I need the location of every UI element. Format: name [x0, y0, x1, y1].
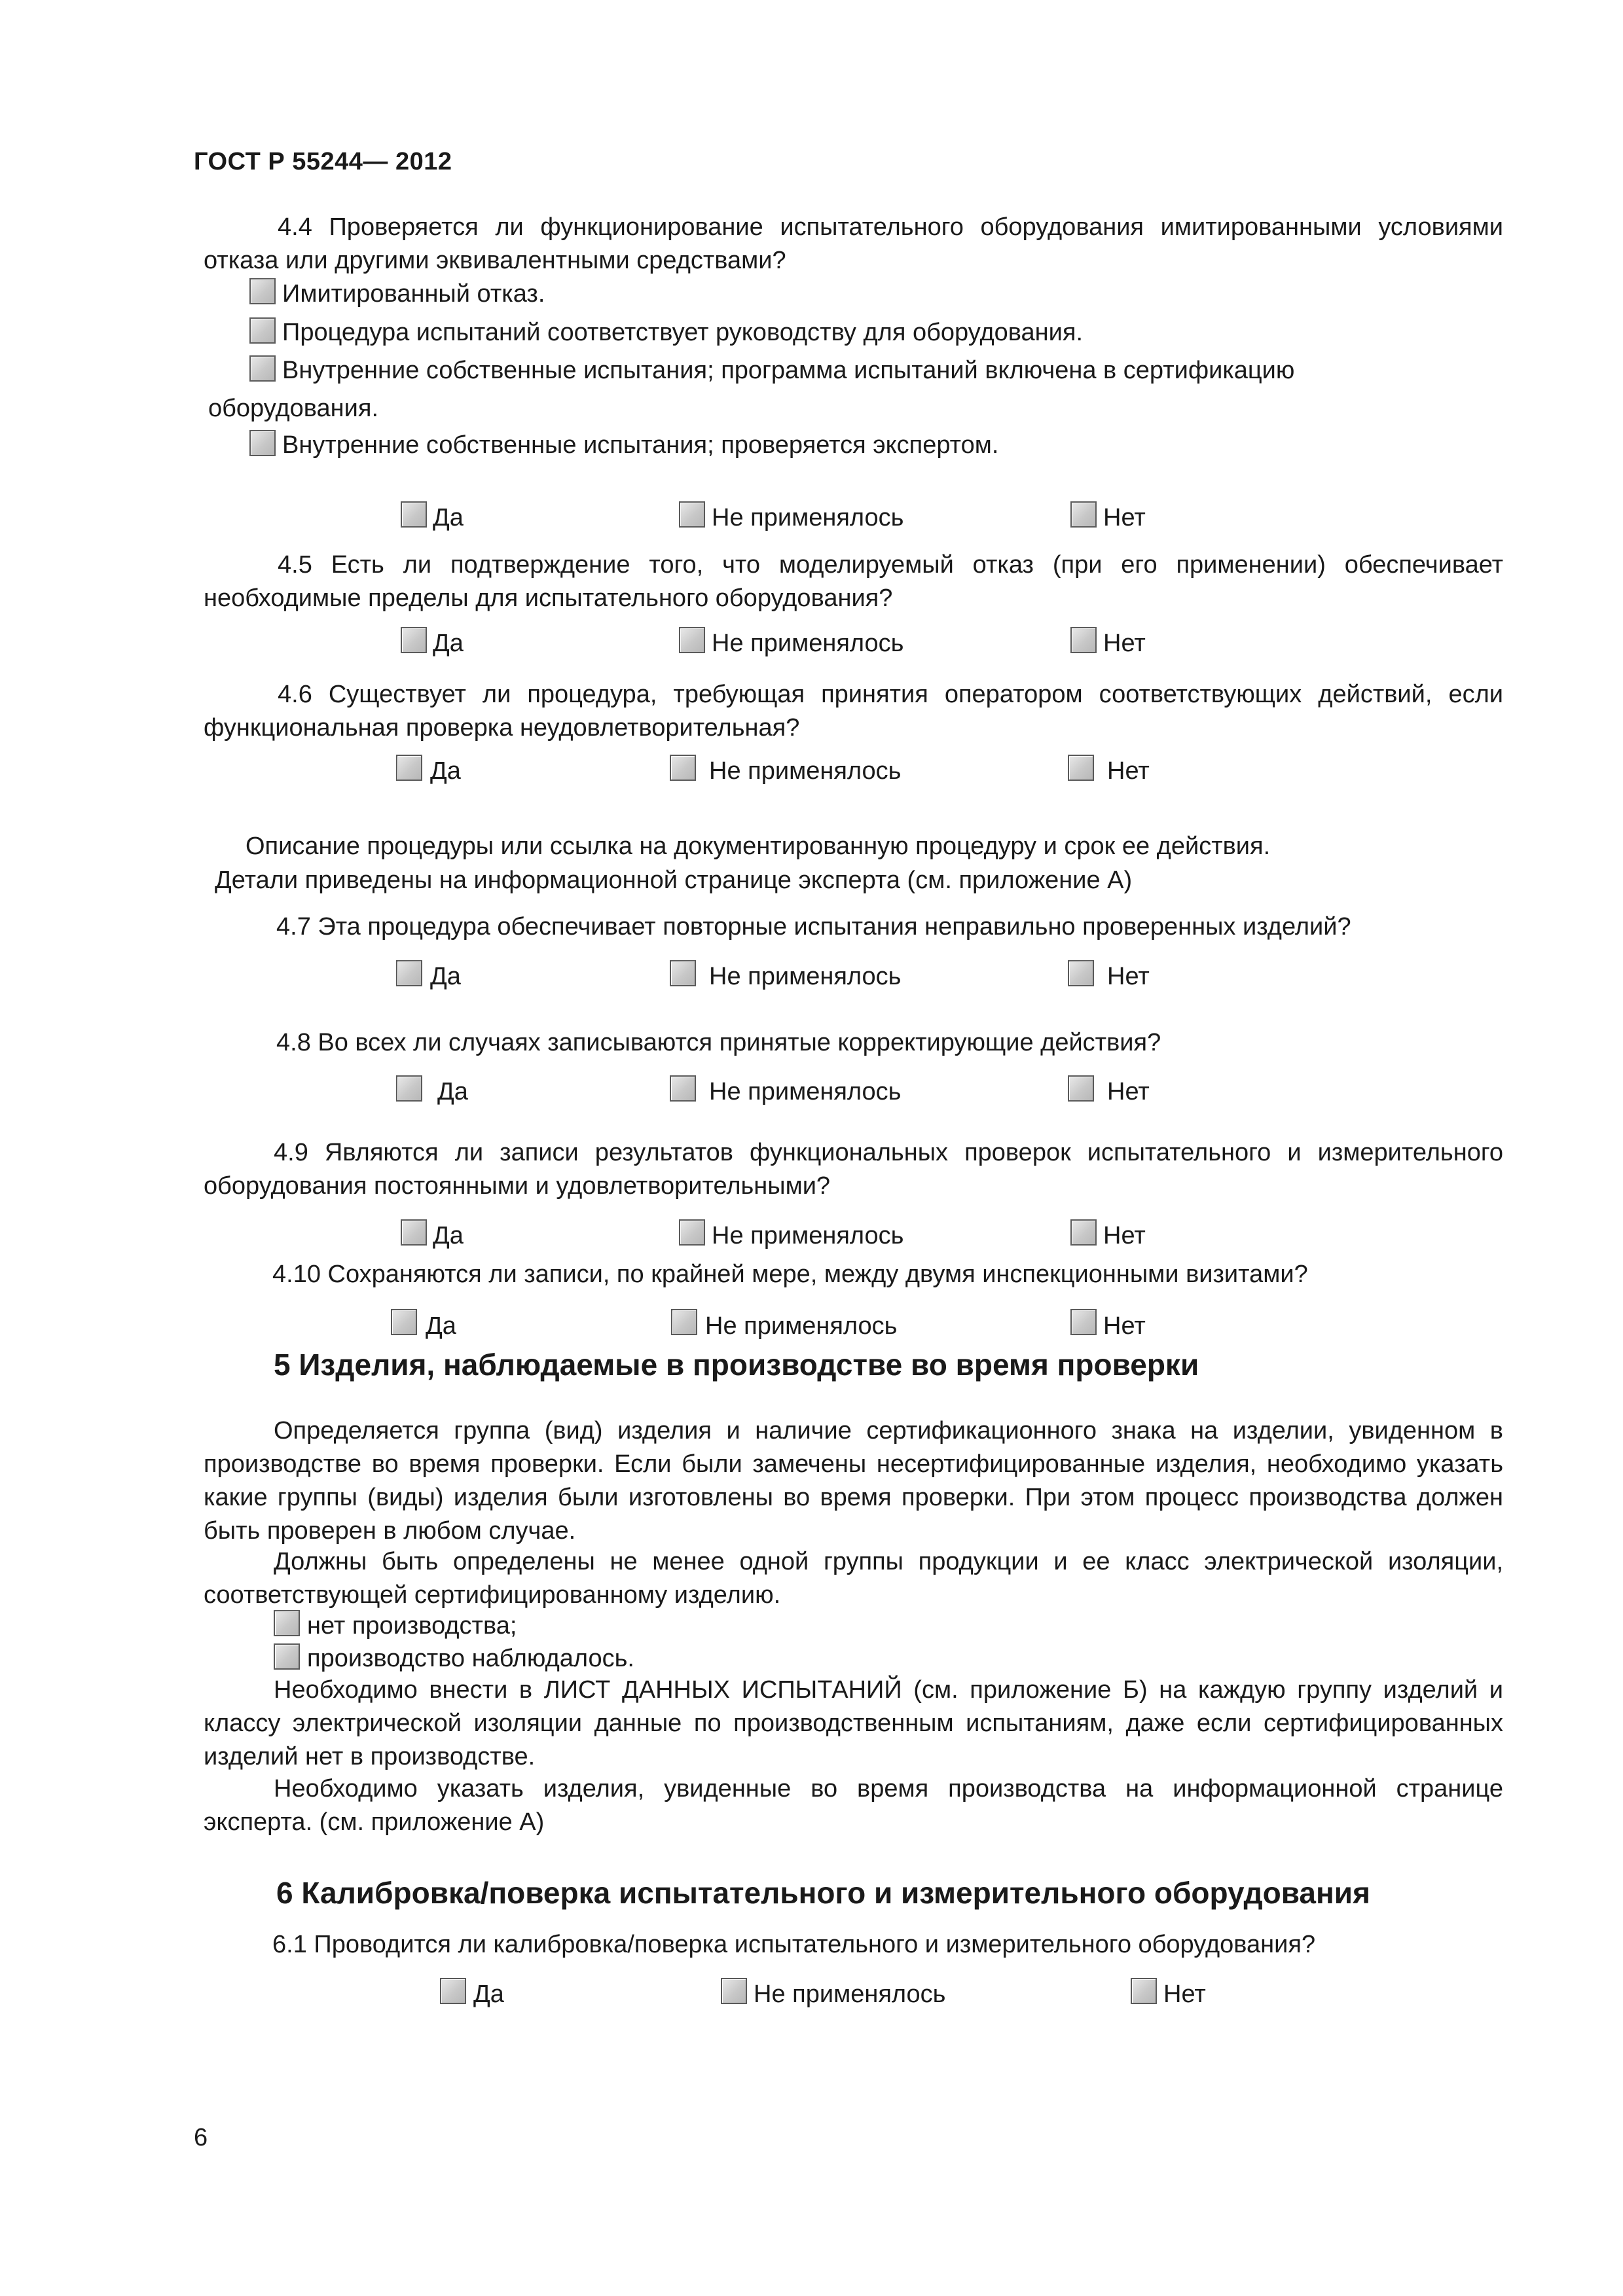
procedure-details-note: Детали приведены на информационной странице эксперта (см. приложение А)	[215, 867, 1133, 894]
option-label: Имитированный отказ.	[282, 280, 545, 308]
checkbox-test-procedure[interactable]	[249, 317, 276, 344]
answer-na-label: Не применялось	[705, 1312, 898, 1340]
answer-na-label: Не применялось	[712, 1222, 904, 1249]
checkbox-not-applied[interactable]	[670, 755, 696, 781]
checkbox-no[interactable]	[1131, 1978, 1157, 2004]
answer-no-label: Нет	[1107, 1078, 1150, 1105]
section-5-paragraph-1: Определяется группа (вид) изделия и наличие сертификационного знака на изделии, увиденном в производстве во время проверки. Если были замечены несертифицированные изделия, необходимо указать какие группы (виды) изделия были изготовлены во время проверки. При этом процесс производства должен быть проверен в любом случае.	[204, 1417, 1503, 1545]
answer-yes-label: Да	[473, 1981, 504, 2008]
answer-na-label: Не применялось	[709, 963, 902, 990]
answer-yes-label: Да	[433, 1222, 464, 1249]
answer-na-label: Не применялось	[754, 1981, 946, 2008]
checkbox-internal-tests-certified[interactable]	[249, 355, 276, 382]
option-label: Процедура испытаний соответствует руководству для оборудования.	[282, 319, 1083, 346]
question-4-7: 4.7 Эта процедура обеспечивает повторные испытания неправильно проверенных изделий?	[276, 913, 1351, 941]
answer-na-label: Не применялось	[712, 504, 904, 531]
checkbox-not-applied[interactable]	[670, 960, 696, 986]
checkbox-no[interactable]	[1070, 627, 1097, 653]
answer-no-label: Нет	[1103, 1222, 1146, 1249]
checkbox-production-observed[interactable]	[274, 1643, 300, 1670]
answer-na-label: Не применялось	[709, 757, 902, 785]
procedure-description-note: Описание процедуры или ссылка на документированную процедуру и срок ее действия.	[246, 833, 1271, 860]
checkbox-not-applied[interactable]	[671, 1309, 697, 1335]
checkbox-yes[interactable]	[396, 755, 422, 781]
checkbox-yes[interactable]	[401, 627, 427, 653]
option-label: Внутренние собственные испытания; проверяется экспертом.	[282, 431, 999, 459]
answer-no-label: Нет	[1103, 504, 1146, 531]
question-4-10: 4.10 Сохраняются ли записи, по крайней мере, между двумя инспекционными визитами?	[272, 1261, 1308, 1288]
question-4-8: 4.8 Во всех ли случаях записываются принятые корректирующие действия?	[276, 1029, 1161, 1056]
checkbox-no[interactable]	[1070, 1219, 1097, 1246]
checkbox-yes[interactable]	[391, 1309, 417, 1335]
checkbox-not-applied[interactable]	[721, 1978, 747, 2004]
answer-no-label: Нет	[1163, 1981, 1206, 2008]
answer-yes-label: Да	[430, 963, 461, 990]
checkbox-internal-tests-expert[interactable]	[249, 430, 276, 456]
question-4-9: 4.9 Являются ли записи результатов функциональных проверок испытательного и измерительного оборудования постоянными и удовлетворительными?	[204, 1139, 1503, 1200]
checkbox-not-applied[interactable]	[679, 627, 705, 653]
page-number: 6	[194, 2124, 208, 2151]
answer-no-label: Нет	[1107, 963, 1150, 990]
section-5-paragraph-4: Необходимо указать изделия, увиденные во время производства на информационной странице эксперта. (см. приложение А)	[204, 1775, 1503, 1836]
answer-yes-label: Да	[433, 504, 464, 531]
checkbox-yes[interactable]	[396, 1075, 422, 1102]
document-id: ГОСТ Р 55244— 2012	[194, 148, 452, 175]
option-label-continued: оборудования.	[208, 395, 379, 422]
answer-no-label: Нет	[1103, 630, 1146, 657]
checkbox-no-production[interactable]	[274, 1610, 300, 1636]
question-4-4: 4.4 Проверяется ли функционирование испытательного оборудования имитированными условиями отказа или другими эквивалентными средствами?	[204, 213, 1503, 274]
answer-yes-label: Да	[433, 630, 464, 657]
checkbox-no[interactable]	[1068, 1075, 1094, 1102]
answer-yes-label: Да	[437, 1078, 468, 1105]
checkbox-yes[interactable]	[396, 960, 422, 986]
option-label: нет производства;	[307, 1612, 517, 1640]
checkbox-no[interactable]	[1070, 501, 1097, 528]
checkbox-not-applied[interactable]	[679, 1219, 705, 1246]
checkbox-yes[interactable]	[440, 1978, 466, 2004]
question-4-6: 4.6 Существует ли процедура, требующая принятия оператором соответствующих действий, если функциональная проверка неудовлетворительная?	[204, 681, 1503, 742]
checkbox-no[interactable]	[1068, 960, 1094, 986]
answer-na-label: Не применялось	[712, 630, 904, 657]
checkbox-no[interactable]	[1070, 1309, 1097, 1335]
checkbox-not-applied[interactable]	[679, 501, 705, 528]
checkbox-not-applied[interactable]	[670, 1075, 696, 1102]
section-5-heading: 5 Изделия, наблюдаемые в производстве во время проверки	[274, 1348, 1199, 1382]
checkbox-yes[interactable]	[401, 1219, 427, 1246]
answer-na-label: Не применялось	[709, 1078, 902, 1105]
answer-no-label: Нет	[1107, 757, 1150, 785]
section-6-heading: 6 Калибровка/поверка испытательного и измерительного оборудования	[276, 1876, 1370, 1910]
checkbox-no[interactable]	[1068, 755, 1094, 781]
answer-yes-label: Да	[426, 1312, 456, 1340]
answer-yes-label: Да	[430, 757, 461, 785]
option-label: производство наблюдалось.	[307, 1645, 634, 1672]
option-label: Внутренние собственные испытания; программа испытаний включена в сертификацию	[282, 357, 1295, 384]
question-6-1: 6.1 Проводится ли калибровка/поверка испытательного и измерительного оборудования?	[272, 1931, 1316, 1958]
question-4-5: 4.5 Есть ли подтверждение того, что моделируемый отказ (при его применении) обеспечивает необходимые пределы для испытательного оборудования?	[204, 551, 1503, 612]
section-5-paragraph-2: Должны быть определены не менее одной группы продукции и ее класс электрической изоляции, соответствующей сертифицированному изделию.	[204, 1548, 1503, 1609]
checkbox-simulated-failure[interactable]	[249, 278, 276, 304]
checkbox-yes[interactable]	[401, 501, 427, 528]
answer-no-label: Нет	[1103, 1312, 1146, 1340]
section-5-paragraph-3: Необходимо внести в ЛИСТ ДАННЫХ ИСПЫТАНИЙ (см. приложение Б) на каждую группу изделий и классу электрической изоляции данные по производственным испытаниям, даже если сертифицированных изделий нет в производстве.	[204, 1676, 1503, 1770]
